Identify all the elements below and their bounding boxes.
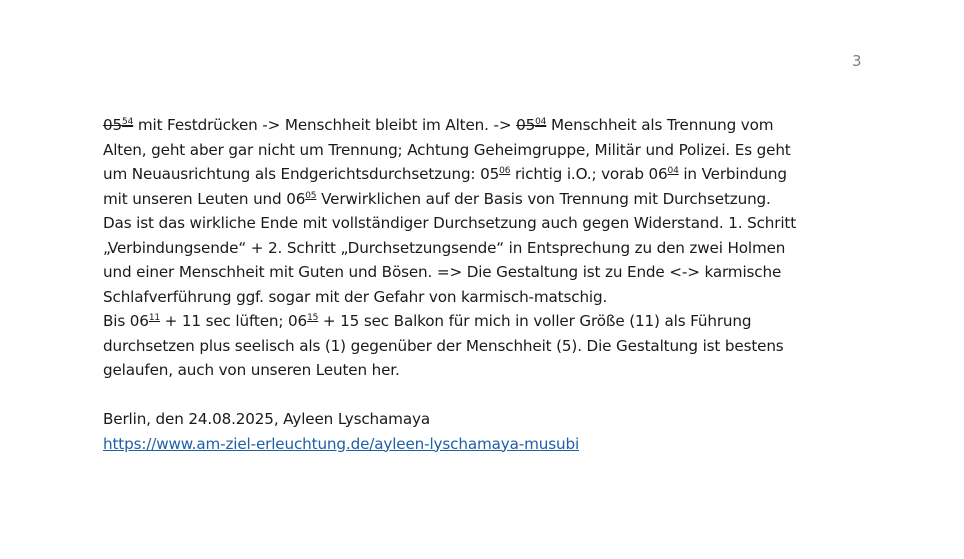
text-segment: Verwirklichen auf der Basis von Trennung mit Durchsetzung. [316, 189, 771, 208]
paragraph-spacer [103, 383, 843, 408]
text-segment: + 15 sec Balkon für mich in voller Größe (11) als Führung [318, 312, 752, 330]
text-segment: um Neuausrichtung als Endgerichtsdurchsetzung: [103, 165, 481, 183]
time-value: 05 [480, 165, 500, 183]
paragraph-1-line-6: „Verbindungsende“ + 2. Schritt „Durchsetzungsende“ in Entsprechung zu den zwei Holmen [103, 238, 786, 257]
text-segment: mit Festdrücken -> Menschheit bleibt im Alten. -> [133, 116, 517, 134]
time-superscript: 04 [535, 117, 547, 127]
text-segment: in Verbindung [678, 165, 787, 183]
paragraph-1-line-7: und einer Menschheit mit Guten und Bösen. => Die Gestaltung ist zu Ende <-> karmische [103, 263, 782, 281]
paragraph-1-line-8: Schlafverführung ggf. sogar mit der Gefahr von karmisch-matschig. [103, 287, 608, 306]
signature-line: Berlin, den 24.08.2025, Ayleen Lyschamaya [103, 410, 430, 428]
website-link[interactable]: https://www.am-ziel-erleuchtung.de/ayleen-lyschamaya-musubi [103, 434, 580, 453]
time-superscript: 15 [307, 313, 319, 323]
time-value: 06 [286, 189, 306, 208]
time-superscript: 04 [667, 166, 679, 176]
time-value: 06 [129, 312, 149, 330]
paragraph-1-line-2: Alten, geht aber gar nicht um Trennung; Achtung Geheimgruppe, Militär und Polizei. Es geht [103, 140, 791, 159]
time-superscript: 54 [122, 117, 134, 127]
time-value: 06 [648, 165, 668, 183]
paragraph-2-line-3: gelaufen, auch von unseren Leuten her. [103, 361, 400, 379]
struck-time [516, 116, 546, 134]
time-value: 05 [103, 116, 123, 134]
time-value: 05 [516, 116, 536, 134]
text-segment: Bis [103, 312, 130, 330]
text-segment: richtig i.O.; vorab [510, 165, 649, 183]
time-superscript: 11 [148, 313, 160, 323]
paragraph-1-line-1 [103, 113, 843, 138]
page-number: 3 [852, 52, 862, 70]
paragraph-2-line-1 [103, 309, 843, 334]
paragraph-1-line-3 [103, 162, 843, 187]
paragraph-1-line-4 [103, 187, 843, 212]
signature-link-line [103, 432, 843, 457]
document-body [103, 113, 843, 456]
text-segment: Menschheit als Trennung vom [546, 116, 774, 134]
paragraph-1-line-5: Das ist das wirkliche Ende mit vollständiger Durchsetzung auch gegen Widerstand. 1. Schritt [103, 214, 797, 232]
struck-time [103, 116, 133, 134]
text-segment: mit unseren Leuten und [103, 189, 287, 208]
time-value: 06 [288, 312, 308, 330]
time-superscript: 05 [305, 190, 317, 201]
text-segment: + 11 sec lüften; [159, 312, 289, 330]
time-superscript: 06 [499, 166, 511, 176]
paragraph-2-line-2: durchsetzen plus seelisch als (1) gegenüber der Menschheit (5). Die Gestaltung ist bestens [103, 336, 784, 355]
